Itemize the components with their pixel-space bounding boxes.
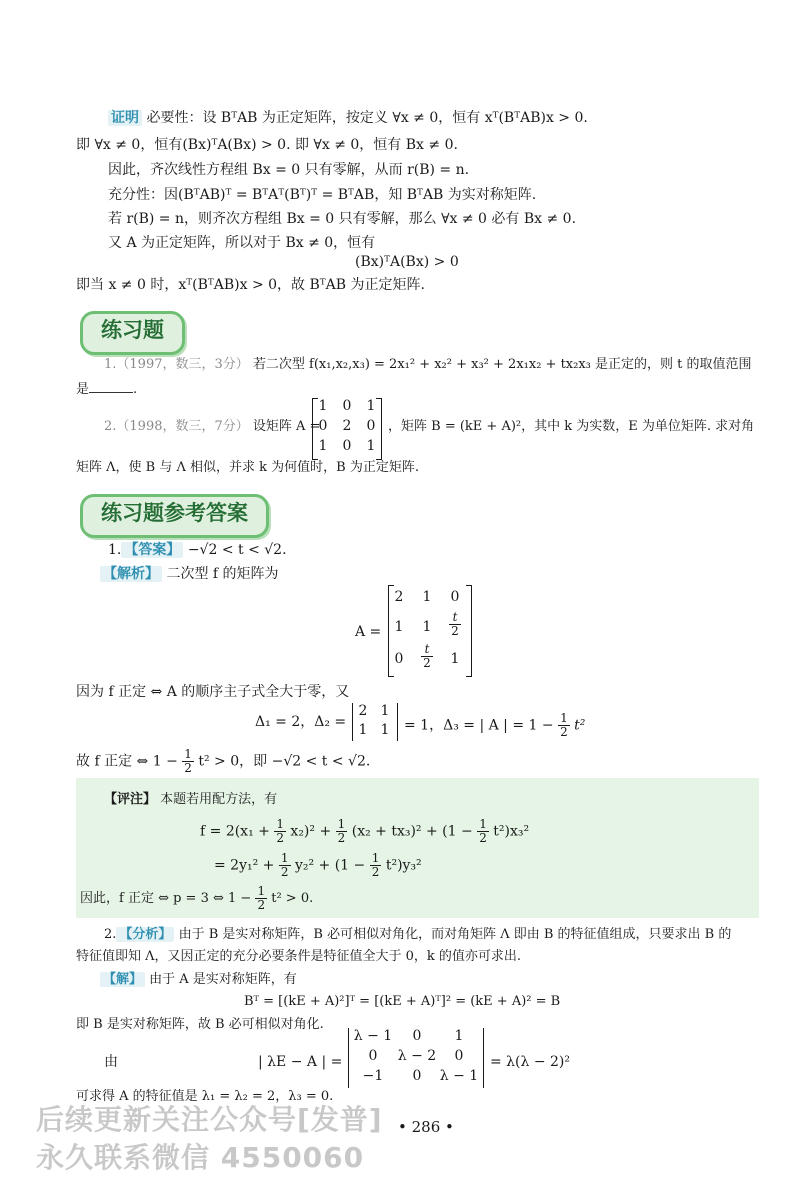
frac-den: 2 xyxy=(184,761,192,775)
matrix-cell: 2 xyxy=(342,418,352,434)
positive-definite-line: 因为 f 正定 ⇔ A 的顺序主子式全大于零，又 xyxy=(76,684,350,700)
exercise-2-text-a: 设矩阵 A = xyxy=(252,419,321,434)
delta-b-text: = 1，Δ₃ = | A | = 1 − xyxy=(404,717,554,734)
exercise-2-matrix xyxy=(312,398,382,460)
f3-b: t² > 0. xyxy=(271,891,314,906)
det-2x2 xyxy=(352,703,398,743)
exercise-2-text-c: 矩阵 Λ，使 B 与 Λ 相似，并求 k 为何值时，B 为正定矩阵. xyxy=(76,460,419,475)
answer-blank xyxy=(89,378,133,393)
frac-num: 1 xyxy=(184,747,192,761)
matrix-cell: 1 xyxy=(454,1028,464,1044)
det-result: = λ(λ − 2)² xyxy=(490,1054,571,1070)
answer-tag: 【答案】 xyxy=(121,542,183,558)
matrix-cell: 0 xyxy=(366,418,376,434)
proof-line-2: 即 ∀x ≠ 0，恒有(Bx)ᵀA(Bx) > 0. 即 ∀x ≠ 0，恒有 Bx ≠ 0. xyxy=(76,137,458,153)
matrix-cell: 0 xyxy=(342,398,352,414)
f1-b: x₂)² + xyxy=(290,823,332,840)
sol2-analysis-1 xyxy=(104,925,731,945)
sol2-num: 2. xyxy=(104,927,117,942)
frac-num: 1 xyxy=(257,884,266,898)
frac-num: t xyxy=(449,611,461,625)
frac-num: 1 xyxy=(280,851,289,865)
frac-num: t xyxy=(421,643,433,657)
matrix-cell: 1 xyxy=(380,722,390,738)
f1-a: f = 2(x₁ + xyxy=(200,823,270,840)
watermark-line-1: 后续更新关注公众号[发普] xyxy=(36,1103,383,1136)
det-bar-right xyxy=(483,1028,484,1088)
matrix-cell: 1 xyxy=(366,398,376,414)
f2-a: = 2y₁² + xyxy=(214,857,275,874)
analysis-tag: 【解析】 xyxy=(100,566,162,582)
f1-c: (x₂ + tx₃)² + (1 − xyxy=(351,823,473,840)
matrix-cell: 0 xyxy=(318,418,328,434)
proof-line-5: 若 r(B) = n，则齐次方程组 Bx = 0 只有零解，那么 ∀x ≠ 0 必有 Bx ≠ 0. xyxy=(108,211,577,227)
proof-line-4: 充分性：因(BᵀAB)ᵀ = BᵀAᵀ(Bᵀ)ᵀ = BᵀAB，知 BᵀAB 为实对称矩阵. xyxy=(108,187,537,203)
exercise-1-text: 若二次型 f(x₁,x₂,x₃) = 2x₁² + x₂² + x₃² + 2x₁x₂ + tx₂x₃ 是正定的，则 t 的取值范围 xyxy=(252,357,752,372)
frac-num: 1 xyxy=(371,851,380,865)
matrix-cell: 0 xyxy=(412,1068,422,1084)
exercise-1 xyxy=(104,355,752,375)
matrix-cell: 1 xyxy=(380,703,390,719)
exercise-2-text-b: ，矩阵 B = (kE + A)²，其中 k 为实数，E 为单位矩阵. 求对角 xyxy=(388,419,755,434)
matrix-cell: λ − 2 xyxy=(397,1048,437,1064)
proof-line-8: 即当 x ≠ 0 时，xᵀ(BᵀAB)x > 0，故 BᵀAB 为正定矩阵. xyxy=(76,277,425,293)
matrix-cell: 0 xyxy=(450,589,460,605)
t-squared: t² xyxy=(574,717,586,734)
conclusion-b: t² > 0，即 −√2 < t < √2. xyxy=(198,753,371,770)
answer-1 xyxy=(108,540,287,560)
note-tag: 【评注】 xyxy=(104,792,157,807)
matrix-cell: λ − 1 xyxy=(439,1068,479,1084)
matrix-cell: 0 xyxy=(412,1028,422,1044)
exercise-1-end: . xyxy=(133,382,138,397)
matrix-cell: 1 xyxy=(422,619,432,635)
f3-a: 因此，f 正定 ⇔ p = 3 ⇔ 1 − xyxy=(80,891,252,906)
matrix-cell: 1 xyxy=(422,589,432,605)
frac-den: 2 xyxy=(257,898,266,912)
matrix-cell: λ − 1 xyxy=(353,1028,393,1044)
frac-den: 2 xyxy=(276,831,284,845)
matrix-a-label: A = xyxy=(355,624,382,640)
matrix-cell-frac xyxy=(412,643,442,670)
f2-c: t²)y₃² xyxy=(385,857,422,874)
answers-banner: 练习题参考答案 xyxy=(80,494,269,538)
note-intro xyxy=(104,790,277,810)
frac-num: 1 xyxy=(479,817,487,831)
answer-1-num: 1. xyxy=(108,542,122,558)
matrix-cell: 2 xyxy=(394,589,404,605)
matrix-cell: 1 xyxy=(318,398,328,414)
note-formula-2 xyxy=(214,852,422,879)
sol2-you: 由 xyxy=(104,1054,118,1070)
note-formula-3 xyxy=(80,885,313,912)
matrix-cell: 2 xyxy=(358,703,368,719)
frac-den: 2 xyxy=(451,624,459,638)
eigenvalues-line: 可求得 A 的特征值是 λ₁ = λ₂ = 2，λ₃ = 0. xyxy=(76,1089,334,1104)
frac-den: 2 xyxy=(337,831,346,845)
proof-line-7: (Bx)ᵀA(Bx) > 0 xyxy=(355,254,459,270)
note-intro-text: 本题若用配方法，有 xyxy=(160,792,278,807)
frac-den: 2 xyxy=(280,865,289,879)
f1-d: t²)x₃² xyxy=(493,823,530,840)
proof-line-6: 又 A 为正定矩阵，所以对于 Bx ≠ 0，恒有 xyxy=(108,235,376,251)
delta-b xyxy=(404,712,585,739)
matrix-cell: 1 xyxy=(318,438,328,454)
frac-num: 1 xyxy=(276,817,284,831)
sol2-solution-text-1: 由于 A 是实对称矩阵，有 xyxy=(149,972,297,987)
sol2-transpose-eq: Bᵀ = [(kE + A)²]ᵀ = [(kE + A)ᵀ]² = (kE + A)² = B xyxy=(244,994,561,1009)
conclusion-a: 故 f 正定 ⇔ 1 − xyxy=(76,753,178,770)
matrix-cell: 1 xyxy=(394,619,404,635)
det-bar-left xyxy=(348,1028,349,1088)
exercise-2-source: 2.（1998，数三，7分） xyxy=(104,419,249,434)
matrix-cell: 1 xyxy=(358,722,368,738)
conclusion-line xyxy=(76,748,370,775)
proof-line-3: 因此，齐次线性方程组 Bx = 0 只有零解，从而 r(B) = n. xyxy=(108,162,470,178)
matrix-cell: 0 xyxy=(368,1048,378,1064)
answer-1-analysis xyxy=(100,564,279,584)
exercise-2-head xyxy=(104,417,320,437)
frac-num: 1 xyxy=(560,711,568,725)
frac-den: 2 xyxy=(371,865,380,879)
det-bar-right xyxy=(397,703,398,741)
frac-num: 1 xyxy=(337,817,346,831)
f2-b: y₂² + (1 − xyxy=(294,857,366,874)
analysis-text: 二次型 f 的矩阵为 xyxy=(166,566,279,582)
frac-den: 2 xyxy=(560,725,568,739)
watermark-line-2: 永久联系微信 4550060 xyxy=(36,1141,365,1174)
matrix-cell: −1 xyxy=(362,1068,384,1084)
matrix-cell: 1 xyxy=(366,438,376,454)
matrix-cell: 0 xyxy=(454,1048,464,1064)
matrix-cell: 0 xyxy=(394,651,404,667)
delta-a: Δ₁ = 2，Δ₂ = xyxy=(255,714,347,730)
proof-text-1: 必要性：设 BᵀAB 为正定矩阵，按定义 ∀x ≠ 0，恒有 xᵀ(BᵀAB)x > 0. xyxy=(146,110,588,126)
matrix-a xyxy=(388,585,472,677)
det-label: | λE − A | = xyxy=(258,1054,343,1070)
exercise-1-tail xyxy=(76,378,137,400)
frac-den: 2 xyxy=(479,831,487,845)
sol2-analysis-tag: 【分析】 xyxy=(116,927,174,942)
note-formula-1 xyxy=(200,818,529,845)
sol2-solution-3: 即 B 是实对称矩阵，故 B 必可相似对角化. xyxy=(76,1017,324,1032)
exercise-1-tail-text: 是 xyxy=(76,382,90,397)
exercises-banner: 练习题 xyxy=(80,311,185,355)
matrix-cell: 1 xyxy=(450,651,460,667)
frac-den: 2 xyxy=(423,656,431,670)
matrix-cell-frac xyxy=(440,611,470,638)
answer-1-text: −√2 < t < √2. xyxy=(187,542,287,558)
sol2-solution-tag: 【解】 xyxy=(100,972,145,987)
proof-line-1 xyxy=(108,108,588,128)
det-3x3 xyxy=(348,1028,484,1090)
sol2-analysis-text-1: 由于 B 是实对称矩阵，B 必可相似对角化，而对角矩阵 Λ 即由 B 的特征值组成，只要求出 B 的 xyxy=(178,927,732,942)
page-number: • 286 • xyxy=(398,1118,454,1136)
proof-label: 证明 xyxy=(108,110,142,126)
sol2-solution-1 xyxy=(100,970,297,990)
sol2-analysis-2: 特征值即知 Λ，又因正定的充分必要条件是特征值全大于 0，k 的值亦可求出. xyxy=(76,949,522,964)
matrix-cell: 0 xyxy=(342,438,352,454)
exercise-1-source: 1.（1997，数三，3分） xyxy=(104,357,249,372)
